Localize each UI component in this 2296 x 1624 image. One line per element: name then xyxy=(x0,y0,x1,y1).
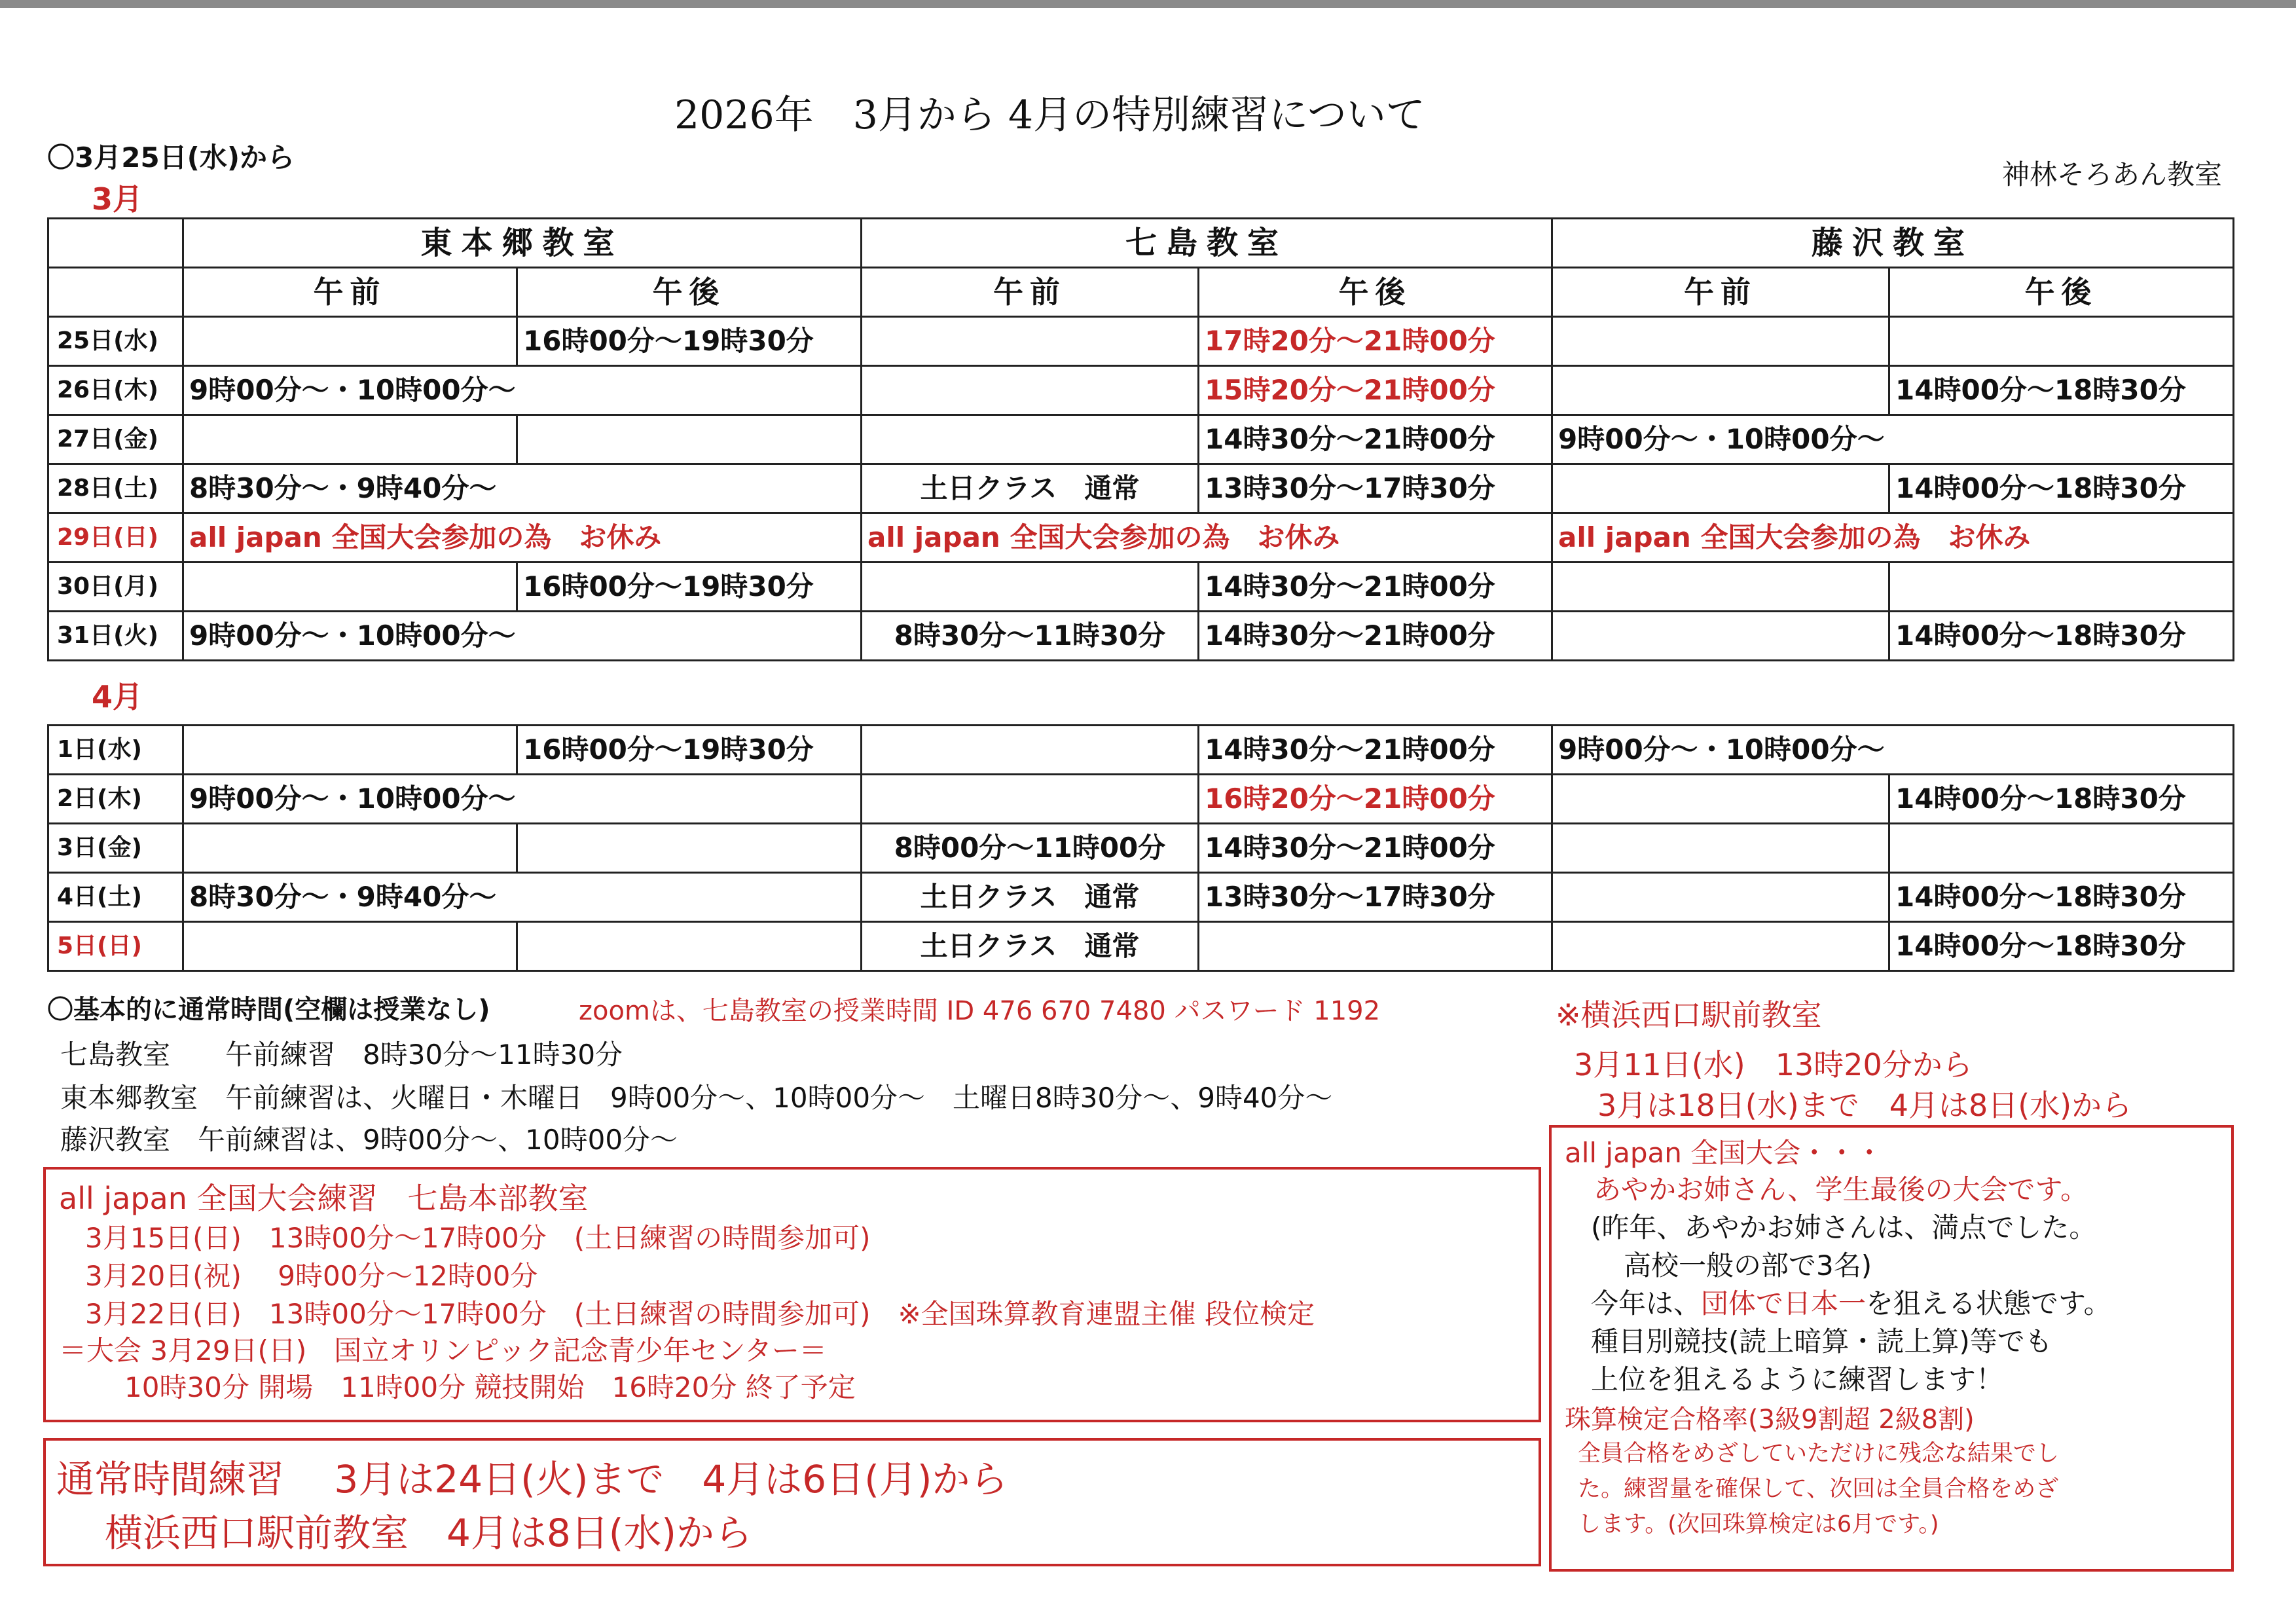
yokohama-title: ※横浜西口駅前教室 xyxy=(1556,997,1822,1033)
rb-line1: あやかお姉さん、学生最後の大会です。 xyxy=(1594,1173,2088,1206)
nanashima-pm-cell: 17時20分～21時00分 xyxy=(1199,317,1552,366)
header-pm: 午後 xyxy=(1199,268,1552,317)
day-cell: 5日(日) xyxy=(48,922,183,971)
aj-line2: 3月20日(祝) 9時00分～12時00分 xyxy=(85,1260,538,1292)
higashi-pm-cell: 16時00分～19時30分 xyxy=(517,563,862,612)
higashi-am-cell: 9時00分～・10時00分～ xyxy=(183,612,862,661)
fujisawa-am-cell xyxy=(1552,775,1889,824)
day-cell: 3日(金) xyxy=(48,824,183,873)
rb-line7: 珠算検定合格率(3級9割超 2級8割) xyxy=(1565,1405,1975,1435)
schedule-row xyxy=(48,726,2234,775)
april-schedule-table xyxy=(47,724,2234,972)
header-nanashima: 七島教室 xyxy=(862,219,1552,268)
day-cell: 28日(土) xyxy=(48,464,183,513)
fujisawa-pm-cell: 14時00分～18時30分 xyxy=(1889,922,2234,971)
higashi-am-cell: 9時00分～・10時00分～ xyxy=(183,366,862,415)
nanashima-am-cell xyxy=(862,415,1199,464)
nanashima-am-cell xyxy=(862,317,1199,366)
fujisawa-am-cell xyxy=(1552,563,1889,612)
rb-line9: た。練習量を確保して、次回は全員合格をめざ xyxy=(1578,1476,2059,1502)
fujisawa-am-cell xyxy=(1552,824,1889,873)
fujisawa-am-cell: 9時00分～・10時00分～ xyxy=(1552,415,2234,464)
nanashima-pm-cell: 14時30分～21時00分 xyxy=(1199,563,1552,612)
fujisawa-pm-cell: 14時00分～18時30分 xyxy=(1889,873,2234,922)
holiday-cell-nanashima: all japan 全国大会参加の為 お休み xyxy=(862,513,1552,563)
fujisawa-pm-cell: 14時00分～18時30分 xyxy=(1889,612,2234,661)
day-cell: 25日(水) xyxy=(48,317,183,366)
higashi-am-cell: 8時30分～・9時40分～ xyxy=(183,873,862,922)
nanashima-pm-cell: 13時30分～17時30分 xyxy=(1199,464,1552,513)
schedule-row xyxy=(48,612,2234,661)
yokohama-line2: 3月は18日(水)まで 4月は8日(水)から xyxy=(1597,1088,2132,1123)
rb-line4b: を狙える状態です。 xyxy=(1866,1287,2111,1320)
fujisawa-pm-cell xyxy=(1889,824,2234,873)
nanashima-am-cell xyxy=(862,563,1199,612)
schedule-row xyxy=(48,513,2234,563)
march-label: 3月 xyxy=(92,181,143,217)
nanashima-pm-cell: 14時30分～21時00分 xyxy=(1199,415,1552,464)
start-note: 〇3月25日(水)から xyxy=(47,141,295,174)
period-header-row xyxy=(48,268,2234,317)
schedule-row xyxy=(48,775,2234,824)
header-am: 午前 xyxy=(1552,268,1889,317)
aj-line1: 3月15日(日) 13時00分～17時00分 (土日練習の時間参加可) xyxy=(85,1222,871,1254)
schedule-row xyxy=(48,366,2234,415)
fujisawa-note: 藤沢教室 午前練習は、9時00分～、10時00分～ xyxy=(60,1124,678,1156)
day-cell: 4日(土) xyxy=(48,873,183,922)
nanashima-am-cell: 8時00分～11時00分 xyxy=(862,824,1199,873)
nanashima-pm-cell: 15時20分～21時00分 xyxy=(1199,366,1552,415)
yokohama-line1: 3月11日(水) 13時20分から xyxy=(1574,1047,1973,1082)
header-am: 午前 xyxy=(862,268,1199,317)
header-pm: 午後 xyxy=(1889,268,2234,317)
schedule-row xyxy=(48,563,2234,612)
rb-line3: 高校一般の部で3名) xyxy=(1624,1249,1872,1282)
nanashima-am-cell: 土日クラス 通常 xyxy=(862,464,1199,513)
day-cell: 31日(火) xyxy=(48,612,183,661)
all-japan-practice-box xyxy=(43,1167,1541,1422)
header-fujisawa: 藤沢教室 xyxy=(1552,219,2234,268)
nanashima-pm-cell: 13時30分～17時30分 xyxy=(1199,873,1552,922)
holiday-cell-higashi: all japan 全国大会参加の為 お休み xyxy=(183,513,862,563)
day-cell: 26日(木) xyxy=(48,366,183,415)
nanashima-pm-cell xyxy=(1199,922,1552,971)
holiday-cell-fujisawa: all japan 全国大会参加の為 お休み xyxy=(1552,513,2234,563)
rb-line4a: 今年は、 xyxy=(1591,1287,1702,1320)
scan-edge xyxy=(0,0,2296,8)
higashi-note: 東本郷教室 午前練習は、火曜日・木曜日 9時00分～、10時00分～ 土曜日8時30分～、9時40分～ xyxy=(60,1082,1333,1114)
rb-line10: します。(次回珠算検定は6月です。) xyxy=(1578,1511,1939,1538)
higashi-am-cell: 9時00分～・10時00分～ xyxy=(183,775,862,824)
header-pm: 午後 xyxy=(517,268,862,317)
nanashima-pm-cell: 14時30分～21時00分 xyxy=(1199,824,1552,873)
schedule-row xyxy=(48,922,2234,971)
right-info-box xyxy=(1549,1125,2234,1572)
march-schedule-table xyxy=(47,217,2234,661)
fujisawa-am-cell xyxy=(1552,366,1889,415)
rb-line8: 全員合格をめざしていただけに残念な結果でし xyxy=(1578,1441,2060,1467)
fujisawa-pm-cell xyxy=(1889,563,2234,612)
basic-note: 〇基本的に通常時間(空欄は授業なし) xyxy=(47,995,490,1025)
header-am: 午前 xyxy=(183,268,517,317)
higashi-am-cell xyxy=(183,415,517,464)
rb-line6: 上位を狙えるように練習します！ xyxy=(1591,1363,2004,1395)
schedule-row xyxy=(48,464,2234,513)
higashi-am-cell xyxy=(183,824,517,873)
nanashima-am-cell xyxy=(862,775,1199,824)
rb-line5: 種目別競技(読上暗算・読上算)等でも xyxy=(1591,1325,2052,1357)
higashi-am-cell xyxy=(183,726,517,775)
nanashima-am-cell: 土日クラス 通常 xyxy=(862,922,1199,971)
higashi-pm-cell xyxy=(517,824,862,873)
fujisawa-am-cell xyxy=(1552,612,1889,661)
classroom-header-row xyxy=(48,219,2234,268)
fujisawa-pm-cell: 14時00分～18時30分 xyxy=(1889,775,2234,824)
day-cell: 27日(金) xyxy=(48,415,183,464)
fujisawa-pm-cell: 14時00分～18時30分 xyxy=(1889,464,2234,513)
nanashima-am-cell xyxy=(862,726,1199,775)
higashi-pm-cell xyxy=(517,415,862,464)
day-cell: 30日(月) xyxy=(48,563,183,612)
fujisawa-am-cell: 9時00分～・10時00分～ xyxy=(1552,726,2234,775)
aj-line4: ＝大会 3月29日(日) 国立オリンピック記念青少年センター＝ xyxy=(59,1335,827,1367)
rb-line4 xyxy=(1591,1282,2111,1321)
higashi-pm-cell xyxy=(517,922,862,971)
aj-line5: 10時30分 開場 11時00分 競技開始 16時20分 終了予定 xyxy=(124,1371,856,1403)
higashi-pm-cell: 16時00分～19時30分 xyxy=(517,726,862,775)
fujisawa-pm-cell: 14時00分～18時30分 xyxy=(1889,366,2234,415)
page-title: 2026年 3月から 4月の特別練習について xyxy=(674,92,1425,138)
nanashima-am-cell: 土日クラス 通常 xyxy=(862,873,1199,922)
nanashima-pm-cell: 14時30分～21時00分 xyxy=(1199,612,1552,661)
header-higashi: 東本郷教室 xyxy=(183,219,862,268)
nanashima-note: 七島教室 午前練習 8時30分～11時30分 xyxy=(60,1039,623,1071)
fujisawa-am-cell xyxy=(1552,317,1889,366)
schedule-row xyxy=(48,415,2234,464)
day-cell: 1日(水) xyxy=(48,726,183,775)
fujisawa-am-cell xyxy=(1552,464,1889,513)
nanashima-pm-cell: 16時20分～21時00分 xyxy=(1199,775,1552,824)
schedule-row xyxy=(48,824,2234,873)
higashi-am-cell xyxy=(183,317,517,366)
fujisawa-am-cell xyxy=(1552,922,1889,971)
higashi-am-cell xyxy=(183,922,517,971)
higashi-am-cell xyxy=(183,563,517,612)
rb-line4-highlight: 団体で日本一 xyxy=(1701,1287,1867,1320)
rb-title: all japan 全国大会・・・ xyxy=(1565,1137,1884,1169)
regular-line2: 横浜西口駅前教室 4月は8日(水)から xyxy=(105,1511,753,1555)
nanashima-am-cell xyxy=(862,366,1199,415)
fujisawa-pm-cell xyxy=(1889,317,2234,366)
april-label: 4月 xyxy=(92,679,143,714)
aj-title: all japan 全国大会練習 七島本部教室 xyxy=(59,1181,589,1216)
nanashima-pm-cell: 14時30分～21時00分 xyxy=(1199,726,1552,775)
school-name: 神林そろあん教室 xyxy=(2002,158,2223,191)
schedule-row xyxy=(48,873,2234,922)
regular-line1: 通常時間練習 3月は24日(火)まで 4月は6日(月)から xyxy=(56,1457,1008,1502)
nanashima-am-cell: 8時30分～11時30分 xyxy=(862,612,1199,661)
fujisawa-am-cell xyxy=(1552,873,1889,922)
corner-cell xyxy=(48,219,183,268)
higashi-am-cell: 8時30分～・9時40分～ xyxy=(183,464,862,513)
aj-line3: 3月22日(日) 13時00分～17時00分 (土日練習の時間参加可) ※全国珠算教育連盟主催 段位検定 xyxy=(85,1298,1315,1330)
rb-line2: (昨年、あやかお姉さんは、満点でした。 xyxy=(1591,1211,2097,1244)
regular-practice-box xyxy=(43,1438,1541,1566)
day-cell: 2日(木) xyxy=(48,775,183,824)
day-cell: 29日(日) xyxy=(48,513,183,563)
higashi-pm-cell: 16時00分～19時30分 xyxy=(517,317,862,366)
zoom-note: zoomは、七島教室の授業時間 ID 476 670 7480 パスワード 1192 xyxy=(579,996,1381,1026)
schedule-row xyxy=(48,317,2234,366)
corner-cell xyxy=(48,268,183,317)
